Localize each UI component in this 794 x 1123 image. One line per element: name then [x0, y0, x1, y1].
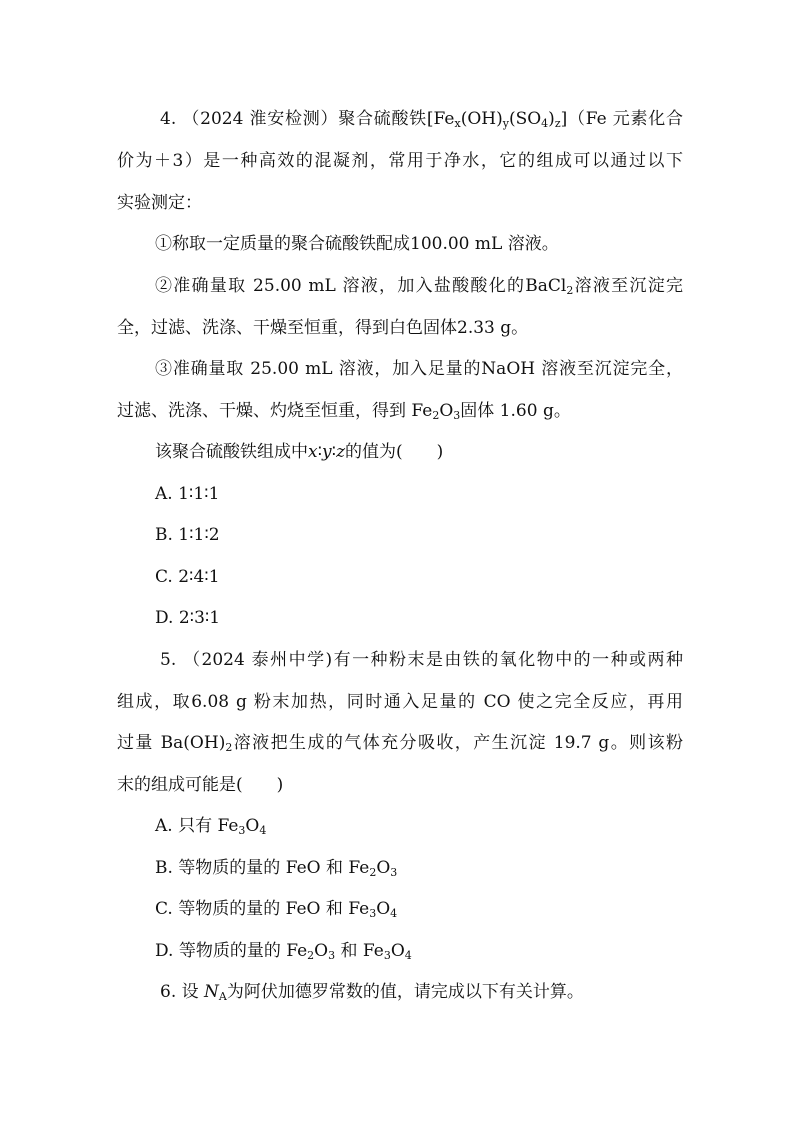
q4-step-3: ③准确量取 25.00 mL 溶液，加入足量的NaOH 溶液至沉淀完全， — [155, 359, 683, 379]
q4-line-2: 价为＋3）是一种高效的混凝剂，常用于净水，它的组成可以通过以下 — [117, 151, 683, 171]
q5-line-4: 末的组成可能是( ) — [117, 775, 284, 795]
q4-step-1: ①称取一定质量的聚合硫酸铁配成100.00 mL 溶液。 — [155, 234, 559, 254]
q4-option-a: A. 1∶1∶1 — [155, 484, 220, 504]
q4-option-c: C. 2∶4∶1 — [155, 567, 220, 587]
q5-line-3: 过量 $Ba(OH)_2$溶液把生成的气体充分吸收，产生沉淀 19.7 g。则该粉 — [117, 733, 683, 754]
q4-number: 4. — [160, 109, 177, 129]
q5-option-c: C. 等物质的量的 FeO 和 $Fe_3O_4$ — [155, 899, 398, 920]
q4-option-b: B. 1∶1∶2 — [155, 525, 220, 545]
q4-option-d: D. 2∶3∶1 — [155, 608, 221, 628]
q4-step-3-cont: 过滤、洗涤、干燥、灼烧至恒重，得到 $Fe_2O_3$固体 1.60 g。 — [117, 401, 571, 422]
q4-question: 该聚合硫酸铁组成中x∶y∶z的值为( ) — [155, 442, 444, 462]
q5-line-2: 组成，取6.08 g 粉末加热，同时通入足量的 CO 使之完全反应，再用 — [117, 692, 683, 712]
q4-step-2: ②准确量取 25.00 mL 溶液，加入盐酸酸化的BaCl$_2$溶液至沉淀完 — [155, 276, 683, 297]
q4-line-1: 4. （2024 淮安检测）聚合硫酸铁$[Fe_x(OH)_y(SO_4)_z](Fe$ 元素化合 — [160, 109, 684, 130]
q4-step-2-cont: 全，过滤、洗涤、干燥至恒重，得到白色固体2.33 g。 — [117, 318, 529, 338]
q5-option-d: D. 等物质的量的 $Fe_2O_3$ 和 $Fe_3O_4$ — [155, 941, 412, 962]
q5-option-a: A. 只有 $Fe_3O_4$ — [155, 816, 267, 837]
q5-option-b: B. 等物质的量的 FeO 和 $Fe_2O_3$ — [155, 858, 398, 879]
q4-line-3: 实验测定： — [117, 193, 202, 213]
q6-line-1: 6. 设 $N_A$为阿伏加德罗常数的值，请完成以下有关计算。 — [160, 982, 584, 1003]
q5-line-1: 5. （2024 泰州中学)有一种粉末是由铁的氧化物中的一种或两种 — [160, 650, 683, 670]
